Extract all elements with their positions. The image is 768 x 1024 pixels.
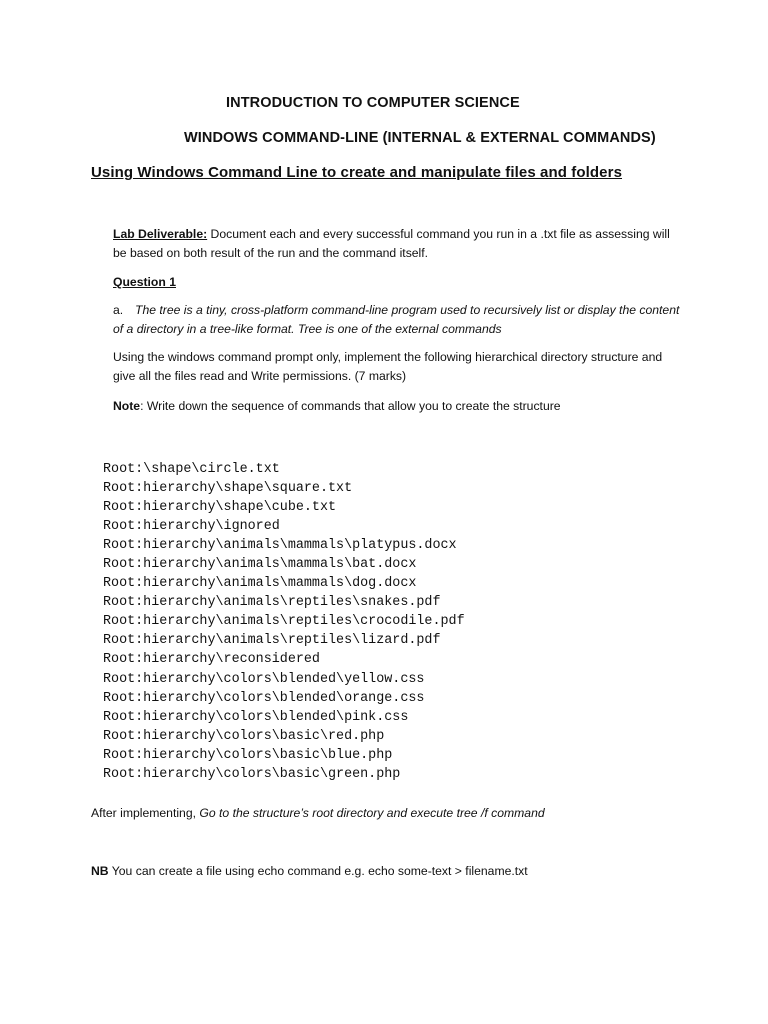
structure-path-line: Root:\shape\circle.txt: [103, 462, 280, 477]
structure-path-line: Root:hierarchy\animals\reptiles\lizard.pdf: [103, 633, 441, 649]
lab-deliverable-label: Lab Deliverable:: [113, 227, 208, 241]
after-paragraph: [91, 806, 545, 820]
structure-path-line: Root:hierarchy\animals\mammals\platypus.docx: [103, 538, 457, 554]
after-prefix: After implementing,: [91, 806, 200, 820]
lab-deliverable-text: Document each and every successful command you run in a .txt file as assessing will be based on both result of the run and the command itself.: [113, 227, 670, 260]
section-heading: Using Windows Command Line to create and manipulate files and folders: [91, 164, 623, 181]
directory-structure-list: [103, 460, 465, 784]
structure-path-line: Root:hierarchy\reconsidered: [103, 652, 320, 668]
lab-deliverable-paragraph: [113, 225, 683, 263]
structure-path-line: Root:hierarchy\animals\mammals\dog.docx: [103, 576, 417, 592]
structure-path-line: Root:hierarchy\animals\reptiles\crocodile.pdf: [103, 614, 465, 630]
structure-path-line: Root:hierarchy\animals\reptiles\snakes.pdf: [103, 595, 441, 611]
structure-path-line: Root:hierarchy\colors\blended\orange.css: [103, 690, 425, 706]
note-paragraph: [113, 397, 683, 416]
note-label: Note: [113, 399, 141, 413]
structure-path-line: Root:hierarchy\colors\blended\yellow.css: [103, 671, 425, 687]
structure-path-line: Root:hierarchy\shape\square.txt: [103, 481, 353, 497]
structure-path-line: Root:hierarchy\colors\blended\pink.css: [103, 709, 409, 725]
structure-path-line: Root:hierarchy\ignored: [103, 519, 280, 535]
item-a-text: The tree is a tiny, cross-platform command-line program used to recursively list or display the content of a directory in a tree-like format. Tree is one of the external commands: [113, 303, 680, 336]
structure-path-line: Root:hierarchy\animals\mammals\bat.docx: [103, 557, 417, 573]
question-item-a: [113, 301, 683, 339]
structure-path-line: Root:hierarchy\shape\cube.txt: [103, 500, 337, 516]
document-subtitle: WINDOWS COMMAND-LINE (INTERNAL & EXTERNAL COMMANDS): [184, 130, 656, 146]
nb-label: NB: [91, 864, 109, 878]
structure-path-line: Root:hierarchy\colors\basic\green.php: [103, 766, 401, 782]
nb-paragraph: [91, 864, 528, 878]
instruction-paragraph: Using the windows command prompt only, implement the following hierarchical directory structure and give all the files read and Write permissions. (7 marks): [113, 350, 663, 383]
structure-path-line: Root:hierarchy\colors\basic\blue.php: [103, 747, 393, 763]
document-title: INTRODUCTION TO COMPUTER SCIENCE: [226, 95, 520, 111]
item-a-label: a.: [113, 303, 124, 317]
question-title: Question 1: [113, 275, 176, 289]
note-text: : Write down the sequence of commands that allow you to create the structure: [140, 399, 561, 413]
nb-text: You can create a file using echo command e.g. echo some-text > filename.txt: [108, 864, 528, 878]
after-italic-text: Go to the structure’s root directory and execute tree /f command: [199, 806, 545, 820]
structure-path-line: Root:hierarchy\colors\basic\red.php: [103, 728, 385, 744]
